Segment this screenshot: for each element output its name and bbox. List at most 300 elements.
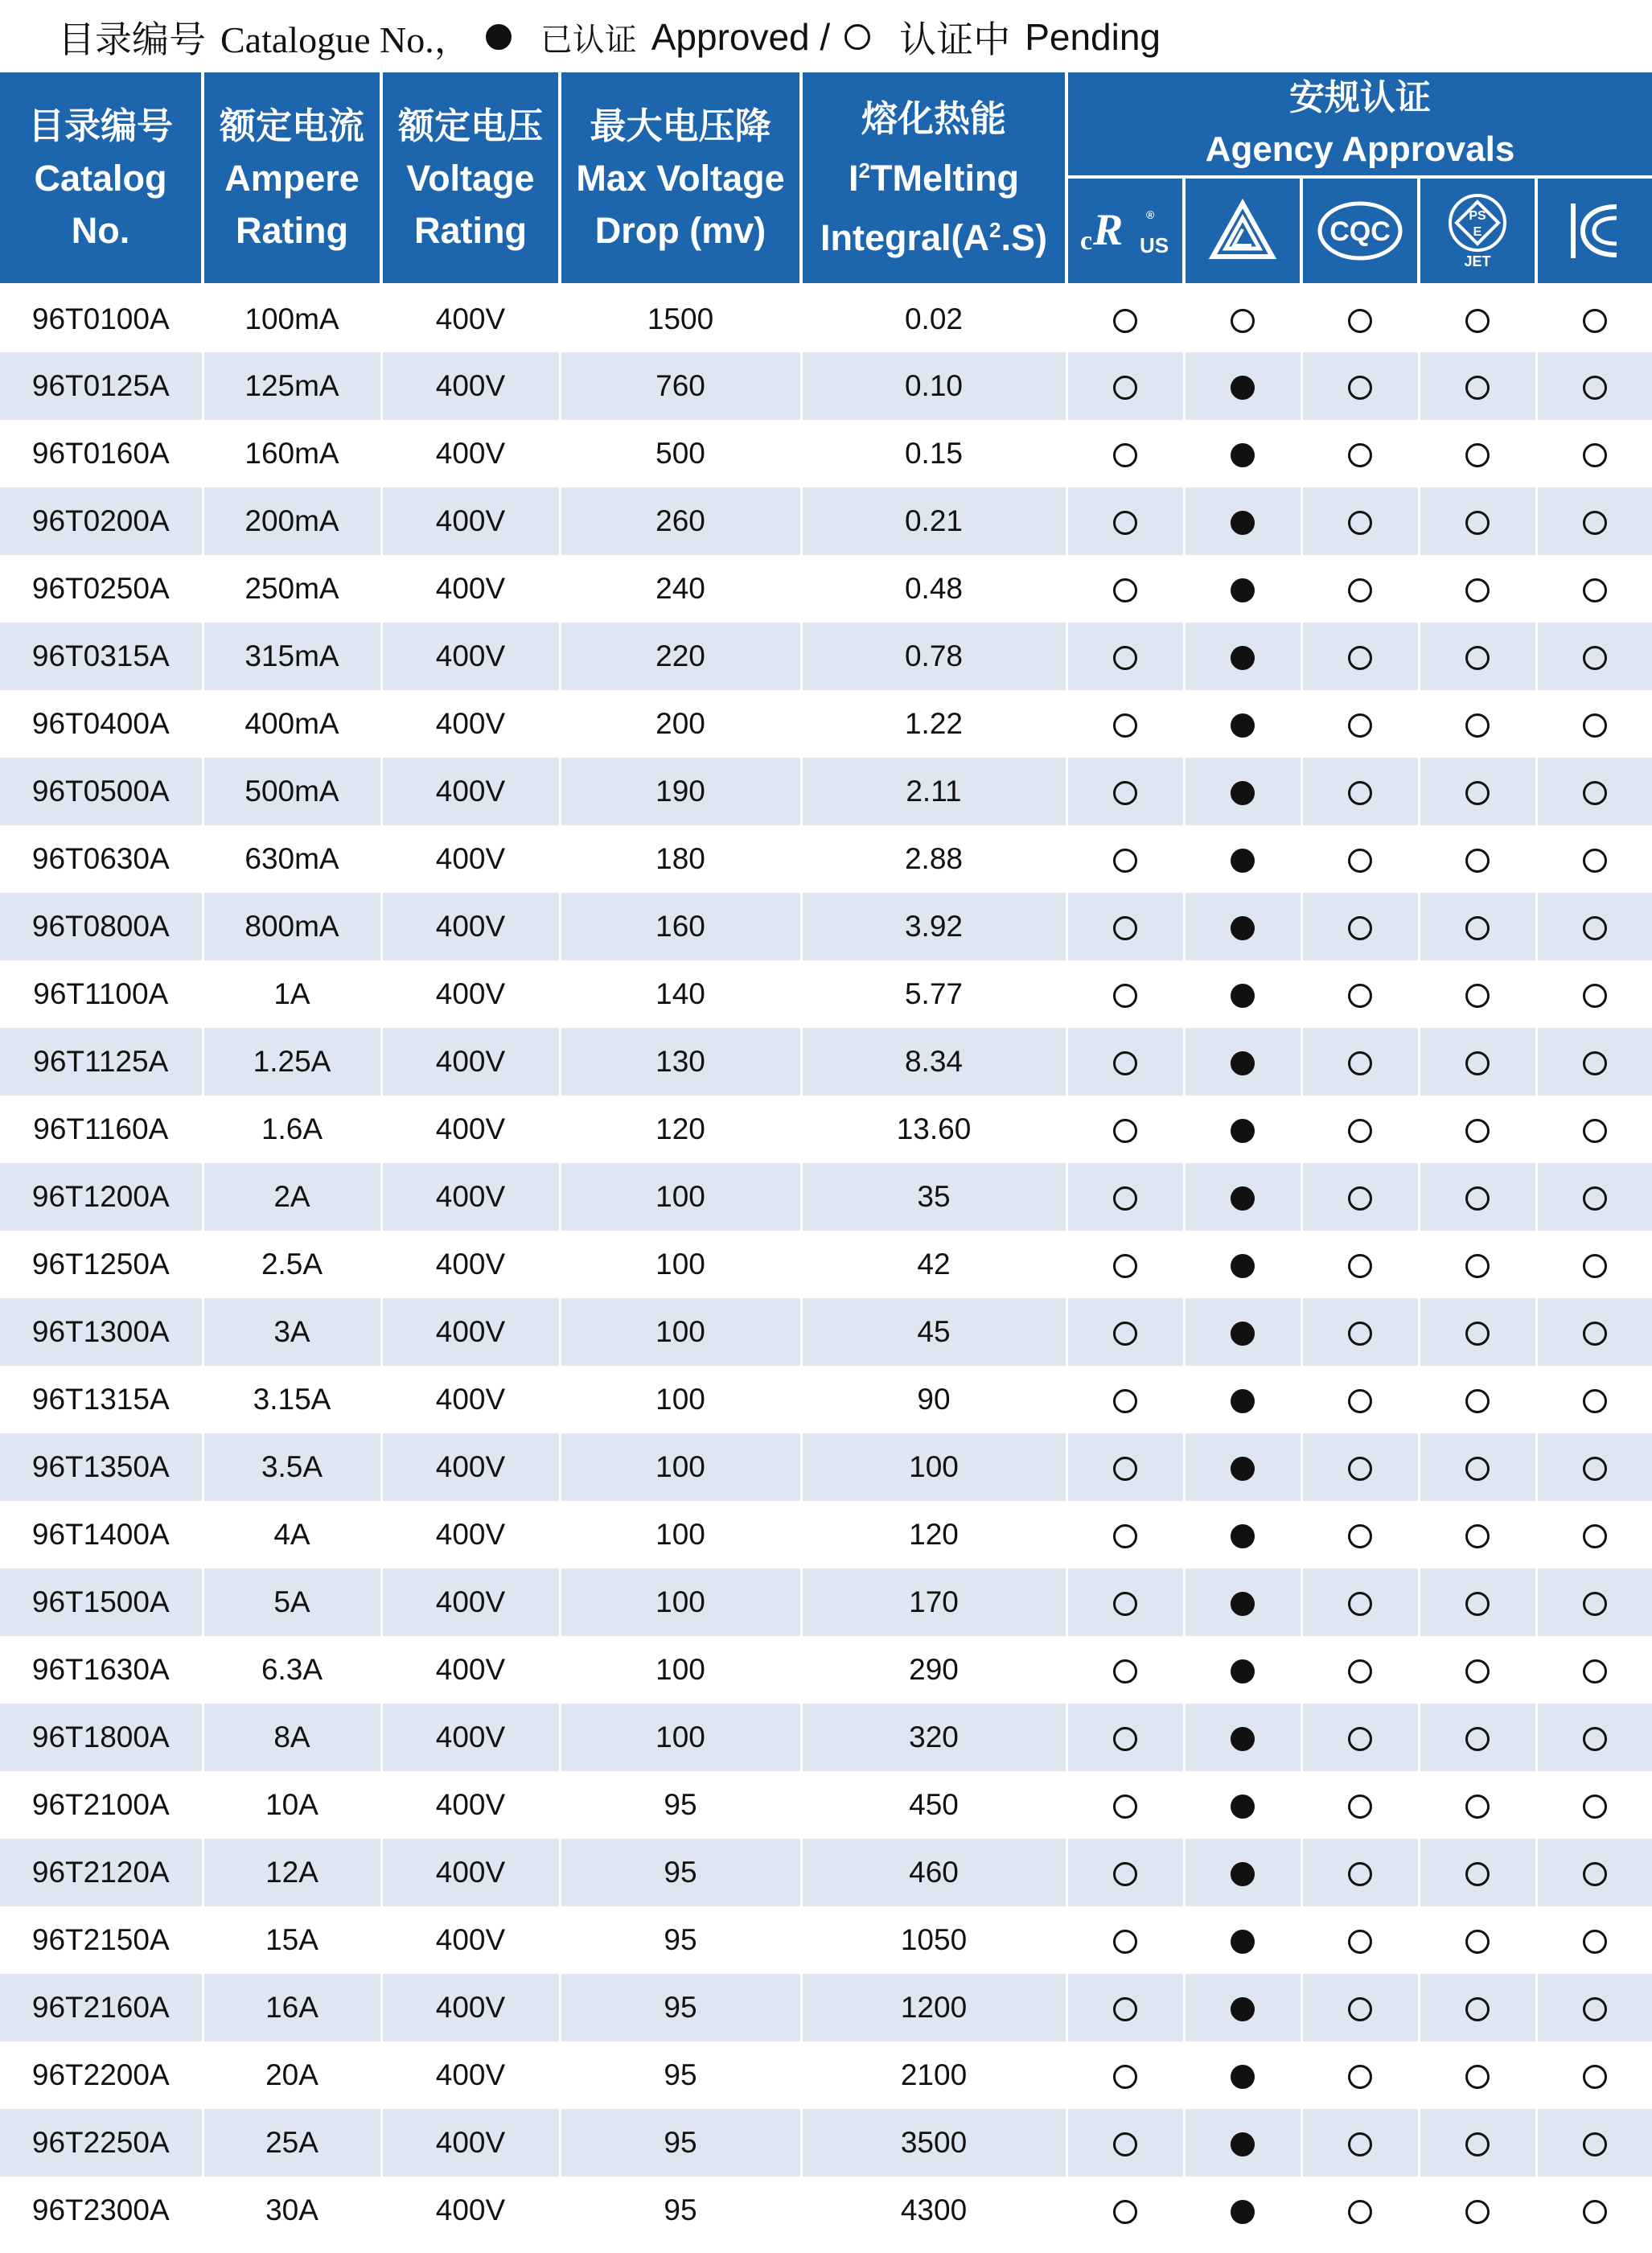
- approved-mark-icon: [1231, 984, 1255, 1008]
- cell-approval-triangle-cert-logo: [1184, 2109, 1301, 2177]
- approved-mark-icon: [1231, 578, 1255, 602]
- cell-ampere: 4A: [203, 1501, 381, 1568]
- pending-mark-icon: [1465, 1119, 1490, 1143]
- cell-voltage: 400V: [381, 555, 560, 623]
- cell-approval-triangle-cert-logo: [1184, 1704, 1301, 1771]
- approved-mark-icon: [1231, 916, 1255, 940]
- cell-approval-pse-jet-logo: [1419, 758, 1536, 825]
- cell-approval-triangle-cert-logo: [1184, 285, 1301, 352]
- cell-approval-cURus-logo: [1066, 690, 1184, 758]
- cell-approval-pse-jet-logo: [1419, 1568, 1536, 1636]
- pending-mark-icon: [1583, 1930, 1607, 1954]
- svg-text:R: R: [1093, 205, 1124, 255]
- cell-approval-cqc-logo: [1301, 1906, 1419, 1974]
- cell-approval-kc-logo: [1536, 555, 1652, 623]
- cell-approval-triangle-cert-logo: [1184, 1636, 1301, 1704]
- cell-voltage: 400V: [381, 893, 560, 960]
- cell-approval-cqc-logo: [1301, 690, 1419, 758]
- pending-mark-icon: [1465, 1659, 1490, 1684]
- pending-mark-icon: [1583, 1186, 1607, 1211]
- cell-catalog: 96T1250A: [0, 1231, 203, 1298]
- cell-i2t: 1050: [801, 1906, 1066, 1974]
- cell-approval-triangle-cert-logo: [1184, 555, 1301, 623]
- cell-ampere: 100mA: [203, 285, 381, 352]
- cell-approval-cqc-logo: [1301, 2177, 1419, 2244]
- cell-approval-cURus-logo: [1066, 555, 1184, 623]
- pending-mark-icon: [1113, 1862, 1137, 1886]
- cell-approval-cURus-logo: [1066, 1366, 1184, 1433]
- cell-voltage: 400V: [381, 1298, 560, 1366]
- pending-mark-icon: [1583, 849, 1607, 873]
- cell-ampere: 3.15A: [203, 1366, 381, 1433]
- cell-voltage: 400V: [381, 1974, 560, 2041]
- table-row: [0, 690, 1652, 758]
- cell-i2t: 0.48: [801, 555, 1066, 623]
- table-row: [0, 420, 1652, 487]
- pending-mark-icon: [1113, 2132, 1137, 2156]
- pending-mark-icon: [1113, 443, 1137, 467]
- svg-text:c: c: [1080, 226, 1093, 256]
- cell-i2t: 1200: [801, 1974, 1066, 2041]
- cell-i2t: 460: [801, 1839, 1066, 1906]
- pending-mark-icon: [1113, 309, 1137, 333]
- cell-i2t: 100: [801, 1433, 1066, 1501]
- pending-mark-icon: [1583, 984, 1607, 1008]
- cell-approval-cURus-logo: [1066, 893, 1184, 960]
- cell-approval-cqc-logo: [1301, 487, 1419, 555]
- cell-drop: 95: [560, 1974, 801, 2041]
- header-ampere: 额定电流 Ampere Rating: [203, 72, 381, 285]
- cell-i2t: 13.60: [801, 1096, 1066, 1163]
- pending-mark-icon: [1583, 1727, 1607, 1751]
- approved-mark-icon: [1231, 781, 1255, 805]
- cell-catalog: 96T2160A: [0, 1974, 203, 2041]
- pending-mark-icon: [1348, 781, 1372, 805]
- cell-approval-cURus-logo: [1066, 1636, 1184, 1704]
- cell-i2t: 0.10: [801, 352, 1066, 420]
- cell-drop: 95: [560, 1771, 801, 1839]
- cell-ampere: 3A: [203, 1298, 381, 1366]
- pending-mark-icon: [1113, 1727, 1137, 1751]
- cell-approval-cURus-logo: [1066, 285, 1184, 352]
- cell-voltage: 400V: [381, 352, 560, 420]
- cell-approval-pse-jet-logo: [1419, 420, 1536, 487]
- cell-approval-cqc-logo: [1301, 1568, 1419, 1636]
- cell-catalog: 96T0250A: [0, 555, 203, 623]
- pending-mark-icon: [1465, 1795, 1490, 1819]
- approved-mark-icon: [1231, 443, 1255, 467]
- cell-i2t: 35: [801, 1163, 1066, 1231]
- cell-approval-kc-logo: [1536, 1839, 1652, 1906]
- cell-approval-cURus-logo: [1066, 1906, 1184, 1974]
- cell-approval-triangle-cert-logo: [1184, 893, 1301, 960]
- pending-mark-icon: [1465, 1051, 1490, 1075]
- table-row: [0, 1771, 1652, 1839]
- cell-i2t: 1.22: [801, 690, 1066, 758]
- cell-approval-cURus-logo: [1066, 420, 1184, 487]
- cell-approval-cURus-logo: [1066, 2109, 1184, 2177]
- cell-approval-triangle-cert-logo: [1184, 1163, 1301, 1231]
- pending-mark-icon: [1583, 1795, 1607, 1819]
- cell-i2t: 45: [801, 1298, 1066, 1366]
- pending-mark-icon: [1583, 1997, 1607, 2021]
- cell-ampere: 6.3A: [203, 1636, 381, 1704]
- cell-approval-triangle-cert-logo: [1184, 1839, 1301, 1906]
- pending-mark-icon: [1583, 1254, 1607, 1278]
- cell-i2t: 320: [801, 1704, 1066, 1771]
- cell-approval-triangle-cert-logo: [1184, 1771, 1301, 1839]
- cell-i2t: 170: [801, 1568, 1066, 1636]
- cell-drop: 95: [560, 2177, 801, 2244]
- approved-mark-icon: [1231, 849, 1255, 873]
- cell-approval-cqc-logo: [1301, 1231, 1419, 1298]
- cell-catalog: 96T0630A: [0, 825, 203, 893]
- cell-approval-kc-logo: [1536, 1298, 1652, 1366]
- approved-mark-icon: [1231, 713, 1255, 738]
- cell-drop: 180: [560, 825, 801, 893]
- approved-mark-icon: [1231, 1322, 1255, 1346]
- cell-approval-cqc-logo: [1301, 1636, 1419, 1704]
- pending-mark-icon: [1348, 1795, 1372, 1819]
- pending-mark-icon: [1465, 781, 1490, 805]
- approved-mark-icon: [1231, 1254, 1255, 1278]
- cell-i2t: 4300: [801, 2177, 1066, 2244]
- cell-voltage: 400V: [381, 1906, 560, 1974]
- table-row: [0, 1636, 1652, 1704]
- pending-mark-icon: [1348, 1592, 1372, 1616]
- pending-mark-icon: [1113, 781, 1137, 805]
- table-row: [0, 960, 1652, 1028]
- cell-voltage: 400V: [381, 487, 560, 555]
- pending-mark-icon: [1465, 1254, 1490, 1278]
- pending-mark-icon: [1583, 578, 1607, 602]
- cell-approval-cURus-logo: [1066, 1568, 1184, 1636]
- cell-voltage: 400V: [381, 690, 560, 758]
- pending-mark-icon: [1348, 1457, 1372, 1481]
- pending-mark-icon: [1465, 2200, 1490, 2224]
- cell-catalog: 96T1400A: [0, 1501, 203, 1568]
- approved-mark-icon: [1231, 1186, 1255, 1211]
- cell-catalog: 96T0400A: [0, 690, 203, 758]
- cell-i2t: 0.02: [801, 285, 1066, 352]
- pending-mark-icon: [1465, 916, 1490, 940]
- cell-i2t: 0.15: [801, 420, 1066, 487]
- pending-mark-icon: [1465, 2065, 1490, 2089]
- cell-approval-pse-jet-logo: [1419, 1704, 1536, 1771]
- cell-approval-pse-jet-logo: [1419, 2177, 1536, 2244]
- cell-catalog: 96T1350A: [0, 1433, 203, 1501]
- cell-ampere: 20A: [203, 2041, 381, 2109]
- cell-catalog: 96T0800A: [0, 893, 203, 960]
- cell-ampere: 125mA: [203, 352, 381, 420]
- pending-mark-icon: [1583, 781, 1607, 805]
- curus-logo-icon: [1066, 177, 1184, 285]
- cell-approval-cURus-logo: [1066, 2041, 1184, 2109]
- cell-drop: 130: [560, 1028, 801, 1096]
- cell-approval-cURus-logo: [1066, 1433, 1184, 1501]
- approved-mark-icon: [1231, 1659, 1255, 1684]
- cell-ampere: 315mA: [203, 623, 381, 690]
- header-catalog: 目录编号 Catalog No.: [0, 72, 203, 285]
- approved-mark-icon: [1231, 1051, 1255, 1075]
- cell-catalog: 96T0125A: [0, 352, 203, 420]
- cell-approval-triangle-cert-logo: [1184, 623, 1301, 690]
- cell-approval-kc-logo: [1536, 690, 1652, 758]
- cell-approval-kc-logo: [1536, 893, 1652, 960]
- cell-approval-cURus-logo: [1066, 1839, 1184, 1906]
- pending-mark-icon: [1583, 1389, 1607, 1413]
- cell-i2t: 2100: [801, 2041, 1066, 2109]
- cell-catalog: 96T2200A: [0, 2041, 203, 2109]
- cell-ampere: 250mA: [203, 555, 381, 623]
- cell-catalog: 96T1300A: [0, 1298, 203, 1366]
- pending-mark-icon: [1113, 1457, 1137, 1481]
- cell-drop: 1500: [560, 285, 801, 352]
- pending-mark-icon: [1348, 1659, 1372, 1684]
- cell-catalog: 96T1630A: [0, 1636, 203, 1704]
- cell-approval-pse-jet-logo: [1419, 2041, 1536, 2109]
- pending-mark-icon: [1465, 1862, 1490, 1886]
- cell-approval-cqc-logo: [1301, 893, 1419, 960]
- table-row: [0, 1568, 1652, 1636]
- pending-mark-icon: [1348, 1930, 1372, 1954]
- cell-approval-pse-jet-logo: [1419, 1163, 1536, 1231]
- cell-approval-pse-jet-logo: [1419, 1231, 1536, 1298]
- cell-approval-kc-logo: [1536, 623, 1652, 690]
- pending-mark-icon: [1113, 2200, 1137, 2224]
- table-row: [0, 1096, 1652, 1163]
- pending-mark-icon: [1348, 2200, 1372, 2224]
- cell-ampere: 5A: [203, 1568, 381, 1636]
- cell-ampere: 15A: [203, 1906, 381, 1974]
- legend-pending-cn: 认证中: [899, 19, 1011, 60]
- legend-approved-en: Approved /: [651, 16, 831, 58]
- fuse-spec-table: [0, 72, 1652, 2244]
- cell-approval-cURus-logo: [1066, 1501, 1184, 1568]
- pending-mark-icon: [1113, 1254, 1137, 1278]
- cell-approval-pse-jet-logo: [1419, 1028, 1536, 1096]
- legend-prefix-en: Catalogue No.，: [220, 19, 471, 60]
- pending-mark-icon: [1113, 713, 1137, 738]
- cell-approval-cqc-logo: [1301, 1096, 1419, 1163]
- cell-voltage: 400V: [381, 960, 560, 1028]
- cell-approval-cqc-logo: [1301, 1298, 1419, 1366]
- pending-mark-icon: [1348, 309, 1372, 333]
- cell-catalog: 96T2250A: [0, 2109, 203, 2177]
- table-row: [0, 1231, 1652, 1298]
- cell-drop: 95: [560, 2109, 801, 2177]
- cell-voltage: 400V: [381, 623, 560, 690]
- cell-approval-cqc-logo: [1301, 352, 1419, 420]
- cell-drop: 100: [560, 1636, 801, 1704]
- cell-voltage: 400V: [381, 1028, 560, 1096]
- svg-text:®: ®: [1146, 208, 1155, 221]
- cell-voltage: 400V: [381, 2177, 560, 2244]
- cell-approval-cqc-logo: [1301, 1028, 1419, 1096]
- table-row: [0, 1906, 1652, 1974]
- legend-line: [58, 0, 1161, 74]
- cell-approval-kc-logo: [1536, 1636, 1652, 1704]
- table-row: [0, 352, 1652, 420]
- cell-approval-pse-jet-logo: [1419, 1366, 1536, 1433]
- cell-approval-kc-logo: [1536, 352, 1652, 420]
- approved-mark-icon: [1231, 376, 1255, 400]
- cell-approval-triangle-cert-logo: [1184, 352, 1301, 420]
- cell-drop: 500: [560, 420, 801, 487]
- cell-approval-kc-logo: [1536, 1906, 1652, 1974]
- pending-mark-icon: [1465, 1930, 1490, 1954]
- cell-drop: 140: [560, 960, 801, 1028]
- cell-voltage: 400V: [381, 1163, 560, 1231]
- cell-catalog: 96T0200A: [0, 487, 203, 555]
- pending-mark-icon: [1113, 1186, 1137, 1211]
- cell-i2t: 3.92: [801, 893, 1066, 960]
- pending-mark-icon: [1583, 443, 1607, 467]
- table-row: [0, 2109, 1652, 2177]
- cell-drop: 120: [560, 1096, 801, 1163]
- pending-mark-icon: [1465, 1389, 1490, 1413]
- cell-i2t: 5.77: [801, 960, 1066, 1028]
- cell-approval-triangle-cert-logo: [1184, 1501, 1301, 1568]
- pending-mark-icon: [1348, 916, 1372, 940]
- cell-approval-cURus-logo: [1066, 758, 1184, 825]
- kc-logo-icon: [1536, 177, 1652, 285]
- cell-approval-triangle-cert-logo: [1184, 1974, 1301, 2041]
- cell-approval-pse-jet-logo: [1419, 1501, 1536, 1568]
- svg-text:JET: JET: [1464, 253, 1491, 269]
- pending-mark-icon: [1583, 916, 1607, 940]
- cell-catalog: 96T1100A: [0, 960, 203, 1028]
- pending-mark-icon: [1348, 1322, 1372, 1346]
- cell-approval-kc-logo: [1536, 2109, 1652, 2177]
- pending-mark-icon: [1348, 443, 1372, 467]
- cell-ampere: 8A: [203, 1704, 381, 1771]
- pending-mark-icon: [1113, 376, 1137, 400]
- cell-catalog: 96T2120A: [0, 1839, 203, 1906]
- cell-approval-kc-logo: [1536, 1366, 1652, 1433]
- approved-mark-icon: [1231, 1524, 1255, 1548]
- table-row: [0, 893, 1652, 960]
- pending-mark-icon: [1465, 578, 1490, 602]
- cell-i2t: 290: [801, 1636, 1066, 1704]
- cell-approval-kc-logo: [1536, 285, 1652, 352]
- cell-drop: 100: [560, 1231, 801, 1298]
- pending-mark-icon: [1465, 2132, 1490, 2156]
- legend-approved-cn: 已认证: [540, 21, 637, 58]
- triangle-cert-logo-icon: [1184, 177, 1301, 285]
- cell-approval-triangle-cert-logo: [1184, 1366, 1301, 1433]
- pending-mark-icon: [1465, 1457, 1490, 1481]
- cell-approval-pse-jet-logo: [1419, 1096, 1536, 1163]
- pending-mark-icon: [1465, 849, 1490, 873]
- cell-ampere: 16A: [203, 1974, 381, 2041]
- cell-i2t: 42: [801, 1231, 1066, 1298]
- cell-approval-triangle-cert-logo: [1184, 1568, 1301, 1636]
- cell-voltage: 400V: [381, 1771, 560, 1839]
- table-row: [0, 1366, 1652, 1433]
- pending-mark-icon: [1583, 1659, 1607, 1684]
- pending-mark-icon: [1583, 309, 1607, 333]
- cell-approval-triangle-cert-logo: [1184, 1433, 1301, 1501]
- header-voltage: 额定电压 Voltage Rating: [381, 72, 560, 285]
- cell-approval-triangle-cert-logo: [1184, 690, 1301, 758]
- cell-voltage: 400V: [381, 825, 560, 893]
- table-row: [0, 1028, 1652, 1096]
- cell-ampere: 500mA: [203, 758, 381, 825]
- cell-approval-cURus-logo: [1066, 825, 1184, 893]
- table-row: [0, 1298, 1652, 1366]
- pending-mark-icon: [1348, 1186, 1372, 1211]
- cell-voltage: 400V: [381, 758, 560, 825]
- pending-symbol-icon: [844, 24, 870, 50]
- pending-mark-icon: [1113, 646, 1137, 670]
- cell-catalog: 96T1125A: [0, 1028, 203, 1096]
- cell-catalog: 96T1200A: [0, 1163, 203, 1231]
- cell-i2t: 0.78: [801, 623, 1066, 690]
- pending-mark-icon: [1465, 1727, 1490, 1751]
- cell-voltage: 400V: [381, 420, 560, 487]
- cell-approval-triangle-cert-logo: [1184, 420, 1301, 487]
- cqc-logo-icon: [1301, 177, 1419, 285]
- cell-i2t: 2.11: [801, 758, 1066, 825]
- cell-ampere: 400mA: [203, 690, 381, 758]
- header-i2t: 熔化热能 $I^2TMelting$ $Integral(A^2.S)$: [801, 72, 1066, 285]
- pending-mark-icon: [1348, 1254, 1372, 1278]
- approved-mark-icon: [1231, 2065, 1255, 2089]
- cell-ampere: 30A: [203, 2177, 381, 2244]
- pending-mark-icon: [1348, 646, 1372, 670]
- pending-mark-icon: [1583, 1862, 1607, 1886]
- cell-approval-pse-jet-logo: [1419, 1636, 1536, 1704]
- cell-voltage: 400V: [381, 2041, 560, 2109]
- cell-voltage: 400V: [381, 285, 560, 352]
- cell-i2t: 3500: [801, 2109, 1066, 2177]
- pending-mark-icon: [1465, 1592, 1490, 1616]
- cell-approval-pse-jet-logo: [1419, 487, 1536, 555]
- cell-approval-pse-jet-logo: [1419, 2109, 1536, 2177]
- table-row: [0, 1163, 1652, 1231]
- pending-mark-icon: [1113, 984, 1137, 1008]
- pending-mark-icon: [1113, 916, 1137, 940]
- approved-mark-icon: [1231, 2132, 1255, 2156]
- pending-mark-icon: [1348, 1727, 1372, 1751]
- cell-approval-kc-logo: [1536, 1501, 1652, 1568]
- svg-text:E: E: [1473, 225, 1482, 239]
- cell-catalog: 96T2100A: [0, 1771, 203, 1839]
- cell-approval-kc-logo: [1536, 487, 1652, 555]
- table-row: [0, 2041, 1652, 2109]
- cell-ampere: 160mA: [203, 420, 381, 487]
- cell-approval-kc-logo: [1536, 960, 1652, 1028]
- cell-catalog: 96T1500A: [0, 1568, 203, 1636]
- cell-voltage: 400V: [381, 2109, 560, 2177]
- cell-ampere: 10A: [203, 1771, 381, 1839]
- cell-approval-cqc-logo: [1301, 1163, 1419, 1231]
- pending-mark-icon: [1113, 1930, 1137, 1954]
- cell-drop: 100: [560, 1366, 801, 1433]
- cell-approval-kc-logo: [1536, 1231, 1652, 1298]
- cell-catalog: 96T2150A: [0, 1906, 203, 1974]
- pending-mark-icon: [1348, 1119, 1372, 1143]
- cell-approval-cURus-logo: [1066, 487, 1184, 555]
- approved-mark-icon: [1231, 1795, 1255, 1819]
- table-row: [0, 758, 1652, 825]
- cell-approval-cURus-logo: [1066, 1096, 1184, 1163]
- cell-drop: 760: [560, 352, 801, 420]
- cell-approval-cURus-logo: [1066, 1298, 1184, 1366]
- cell-drop: 100: [560, 1704, 801, 1771]
- legend-prefix-cn: 目录编号: [58, 19, 206, 60]
